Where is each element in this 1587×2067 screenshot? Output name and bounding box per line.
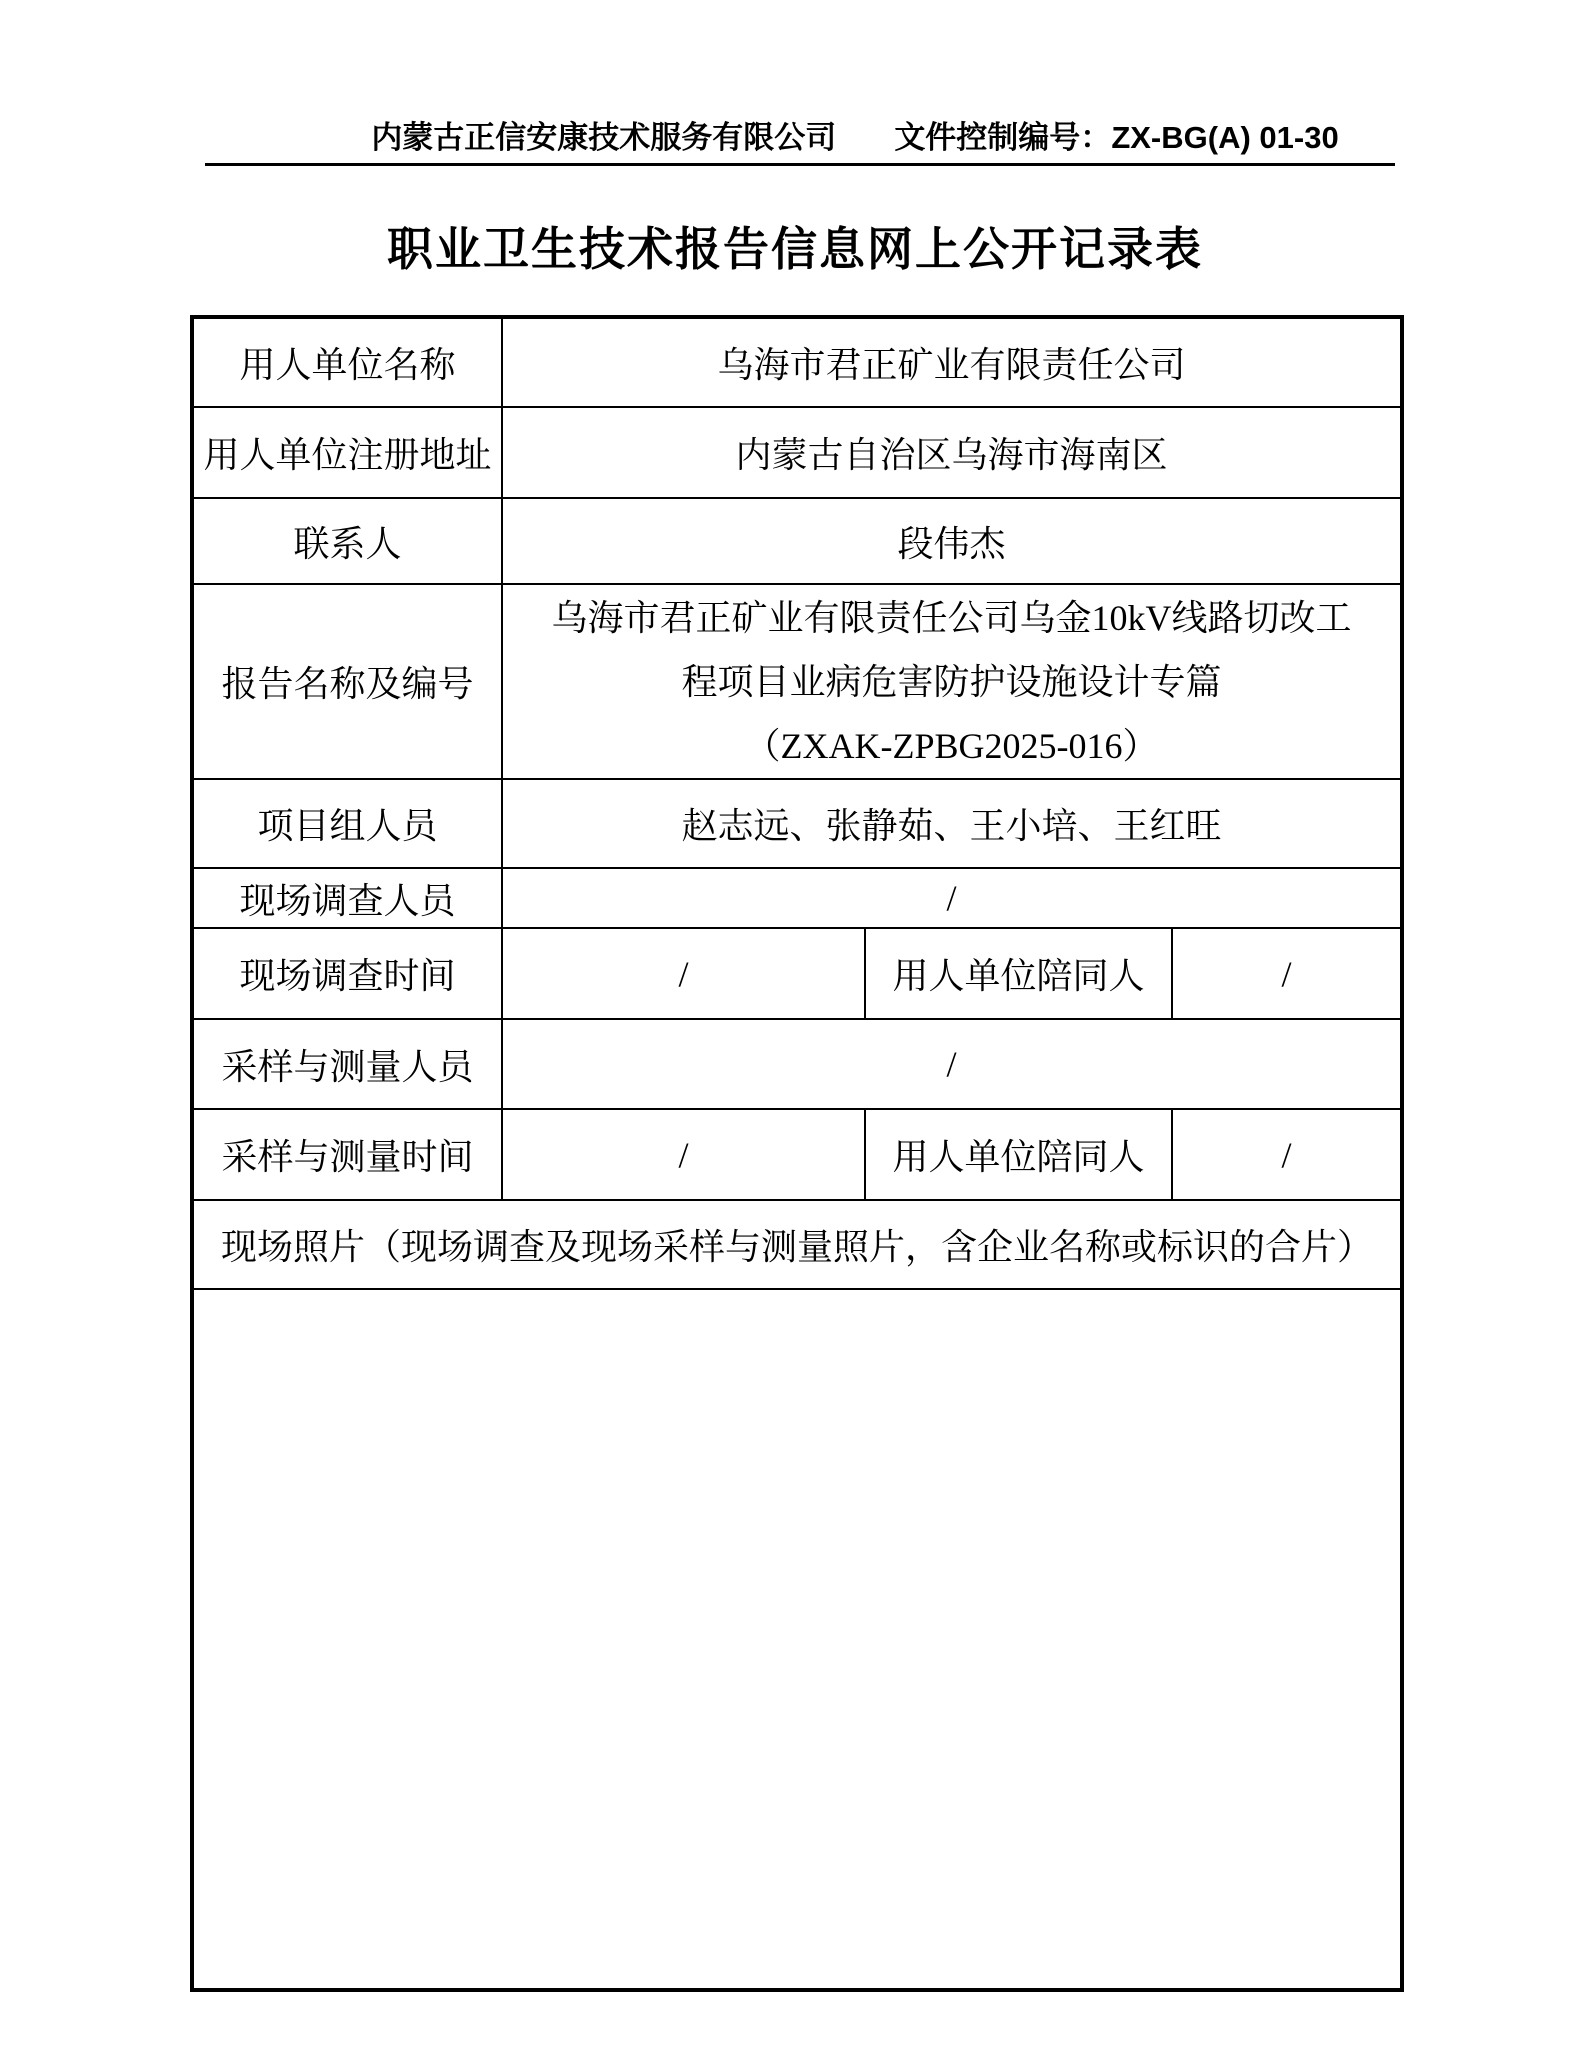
row-contact	[192, 498, 1402, 584]
sampling-staff-label: 采样与测量人员	[192, 1019, 502, 1109]
survey-companion-label: 用人单位陪同人	[865, 928, 1172, 1019]
employer-address-label: 用人单位注册地址	[192, 407, 502, 498]
survey-time-label: 现场调查时间	[192, 928, 502, 1019]
project-team-label: 项目组人员	[192, 779, 502, 868]
report-name-line2: 程项目业病危害防护设施设计专篇	[681, 661, 1222, 702]
row-photos-note	[192, 1200, 1402, 1289]
report-number-line: （ZXAK-ZPBG2025-016）	[744, 725, 1159, 766]
header-divider-line	[205, 163, 1395, 166]
header-company-name: 内蒙古正信安康技术服务有限公司	[371, 120, 837, 155]
page-title: 职业卫生技术报告信息网上公开记录表	[387, 223, 1203, 275]
row-report-name	[192, 584, 1402, 779]
doc-control-label: 文件控制编号：	[894, 120, 1112, 155]
photos-empty-area	[192, 1289, 1402, 1990]
record-form-table	[190, 315, 1404, 1992]
report-name-line1: 乌海市君正矿业有限责任公司乌金10kV线路切改工	[551, 597, 1352, 638]
doc-control-number: ZX-BG(A) 01-30	[1111, 120, 1339, 155]
sampling-time-value: /	[502, 1109, 865, 1200]
row-employer-address	[192, 407, 1402, 498]
survey-companion-value: /	[1172, 928, 1402, 1019]
report-name-value	[502, 584, 1402, 779]
sampling-staff-value: /	[502, 1019, 1402, 1109]
row-photos-area	[192, 1289, 1402, 1990]
contact-label: 联系人	[192, 498, 502, 584]
row-sampling-time	[192, 1109, 1402, 1200]
contact-value: 段伟杰	[502, 498, 1402, 584]
sampling-time-label: 采样与测量时间	[192, 1109, 502, 1200]
row-employer-name	[192, 317, 1402, 407]
survey-time-value: /	[502, 928, 865, 1019]
sampling-companion-value: /	[1172, 1109, 1402, 1200]
photos-note: 现场照片（现场调查及现场采样与测量照片，含企业名称或标识的合片）	[192, 1200, 1402, 1289]
project-team-value: 赵志远、张静茹、王小培、王红旺	[502, 779, 1402, 868]
row-survey-staff	[192, 868, 1402, 928]
report-name-label: 报告名称及编号	[192, 584, 502, 779]
row-survey-time	[192, 928, 1402, 1019]
employer-address-value: 内蒙古自治区乌海市海南区	[502, 407, 1402, 498]
survey-staff-value: /	[502, 868, 1402, 928]
document-header	[190, 112, 1400, 157]
sampling-companion-label: 用人单位陪同人	[865, 1109, 1172, 1200]
row-project-team	[192, 779, 1402, 868]
employer-name-value: 乌海市君正矿业有限责任公司	[502, 317, 1402, 407]
row-sampling-staff	[192, 1019, 1402, 1109]
employer-name-label: 用人单位名称	[192, 317, 502, 407]
survey-staff-label: 现场调查人员	[192, 868, 502, 928]
